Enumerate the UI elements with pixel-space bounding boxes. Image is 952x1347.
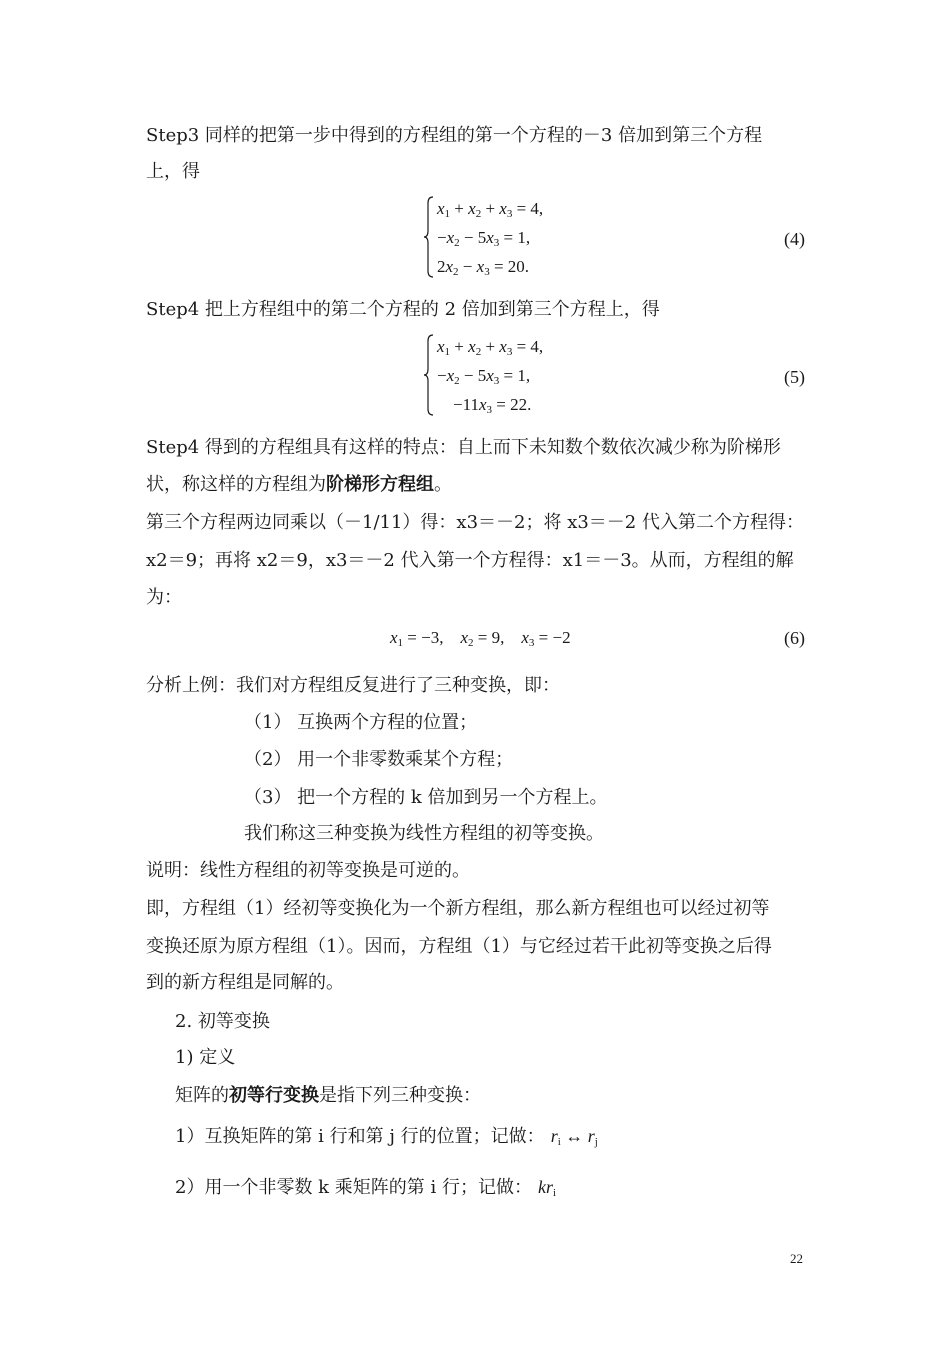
section-heading: 2. 初等变换 — [175, 1011, 270, 1032]
elementary-transform-note: 我们称这三种变换为线性方程组的初等变换。 — [244, 823, 604, 844]
solution-equation: $x_1 = -3$, $x_2 = 9$, $x_3 = -2$ — [390, 628, 571, 649]
text-span: 1）互换矩阵的第 i 行和第 j 行的位置；记做： — [175, 1126, 545, 1147]
step3-line1: Step3 同样的把第一步中得到的方程组的第一个方程的－3 倍加到第三个方程 — [146, 125, 763, 146]
equation-number-4: (4) — [784, 229, 805, 249]
step4-line1: Step4 把上方程组中的第二个方程的 2 倍加到第三个方程上，得 — [146, 299, 660, 320]
page-number: 22 — [790, 1251, 803, 1266]
text-span: 。 — [434, 474, 452, 495]
sys5-row1: $x_1 + x_2 + x_3 = 4$, — [437, 337, 544, 358]
step4b-line2 — [146, 474, 452, 496]
equation-system-4 — [423, 195, 583, 281]
remark-line: 说明：线性方程组的初等变换是可逆的。 — [146, 860, 470, 881]
row-op-1 — [175, 1125, 598, 1153]
math-notation: $r_i$ ↔ $r_j$ — [550, 1126, 598, 1148]
list-item-1: （1） 互换两个方程的位置； — [244, 712, 478, 733]
text-span: 是指下列三种变换： — [319, 1085, 481, 1106]
row-op-2 — [175, 1176, 556, 1204]
list-item-2: （2） 用一个非零数乘某个方程； — [244, 749, 514, 770]
solve-line1: 第三个方程两边同乘以（－1/11）得：x3＝－2；将 x3＝－2 代入第二个方程得： — [146, 512, 804, 533]
left-brace-icon — [423, 333, 435, 417]
text-span: 2）用一个非零数 k 乘矩阵的第 i 行；记做： — [175, 1177, 533, 1198]
subsection-heading: 1) 定义 — [175, 1047, 236, 1068]
sys4-row1: $x_1 + x_2 + x_3 = 4$, — [437, 199, 544, 220]
sys5-row3: $-11x_3 = 22$. — [453, 395, 532, 416]
step3-line2: 上，得 — [146, 161, 200, 182]
equation-number-6: (6) — [784, 628, 805, 648]
equation-system-5 — [423, 333, 583, 419]
sys5-row2: $-x_2 - 5x_3 = 1$, — [437, 366, 531, 387]
bold-term: 初等行变换 — [229, 1085, 319, 1106]
text-span: 矩阵的 — [175, 1085, 229, 1106]
list-item-3: （3） 把一个方程的 k 倍加到另一个方程上。 — [244, 787, 608, 808]
sys4-row2: $-x_2 - 5x_3 = 1$, — [437, 228, 531, 249]
math-notation: $kr_i$ — [538, 1177, 557, 1199]
sys4-row3: $2x_2 - x_3 = 20$. — [437, 257, 530, 278]
solve-line2: x2＝9；再将 x2＝9，x3＝－2 代入第一个方程得：x1＝－3。从而，方程组的解 — [146, 550, 794, 571]
solve-line3: 为： — [146, 587, 182, 608]
reversible-line2: 变换还原为原方程组（1）。因而，方程组（1）与它经过若干此初等变换之后得 — [146, 936, 772, 957]
step4b-line1: Step4 得到的方程组具有这样的特点：自上而下未知数个数依次减少称为阶梯形 — [146, 437, 781, 458]
bold-term: 阶梯形方程组 — [326, 474, 434, 495]
left-brace-icon — [423, 195, 435, 279]
reversible-line3: 到的新方程组是同解的。 — [146, 972, 344, 993]
text-span: 状，称这样的方程组为 — [146, 474, 326, 495]
definition-line — [175, 1085, 481, 1107]
analysis-line: 分析上例：我们对方程组反复进行了三种变换，即： — [146, 675, 560, 696]
reversible-line1: 即，方程组（1）经初等变换化为一个新方程组，那么新方程组也可以经过初等 — [146, 898, 770, 919]
equation-number-5: (5) — [784, 367, 805, 387]
